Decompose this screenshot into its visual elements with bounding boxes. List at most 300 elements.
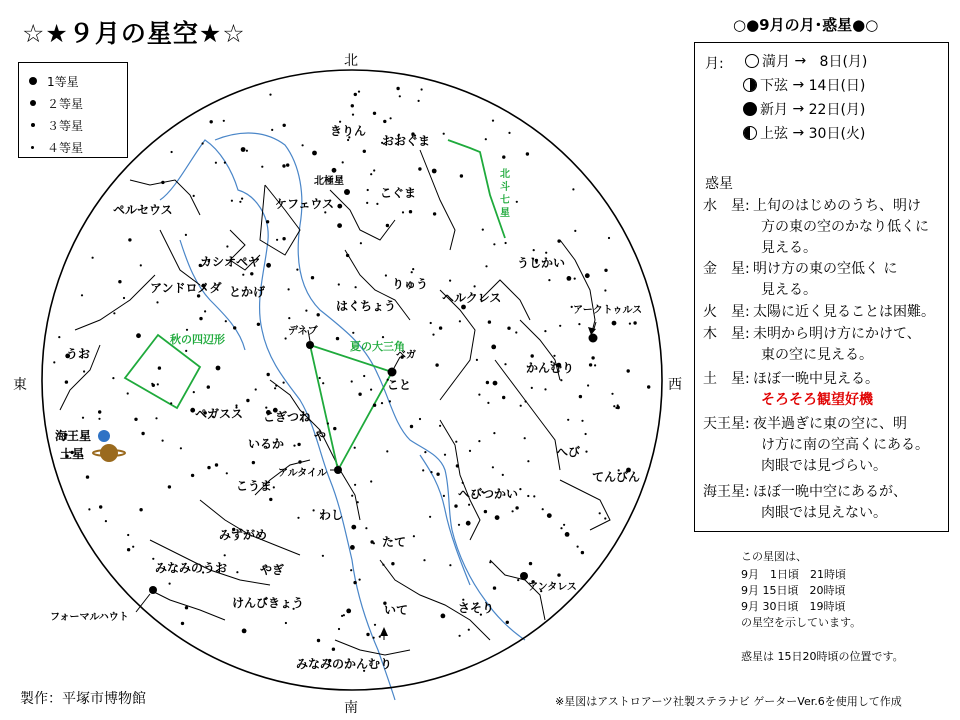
star <box>141 432 144 435</box>
star <box>594 364 596 366</box>
star <box>313 509 315 511</box>
planet-label: 海王星 <box>55 429 92 443</box>
moon-phase-name: 満月 <box>762 54 790 70</box>
star <box>585 451 587 453</box>
star <box>461 305 466 310</box>
star <box>493 243 495 245</box>
star <box>410 425 413 428</box>
star <box>604 289 606 291</box>
constellation-label: 夏の大三角 <box>350 340 405 353</box>
star <box>443 133 445 135</box>
star <box>390 117 392 119</box>
star <box>485 265 487 267</box>
legend-label: ２等星 <box>47 96 84 111</box>
constellation-label: ペルセウス <box>113 203 173 217</box>
constellation-label: ヘルクレス <box>442 291 502 305</box>
star <box>322 382 324 384</box>
star <box>158 366 161 369</box>
star <box>611 393 613 395</box>
constellation-label: や <box>314 429 327 443</box>
star <box>140 264 142 266</box>
star <box>337 223 342 228</box>
star <box>589 363 592 366</box>
star <box>506 621 509 624</box>
planet-desc: 東の空に見える。 <box>761 347 873 363</box>
star <box>423 559 425 561</box>
star <box>526 152 529 155</box>
star <box>485 138 487 140</box>
star <box>322 555 324 557</box>
note-line: 9月 30日頃 19時頃 <box>741 600 846 613</box>
planet-label: 土星 <box>60 447 85 461</box>
star <box>542 508 544 510</box>
star <box>559 325 561 327</box>
star <box>578 323 580 325</box>
star <box>346 254 349 257</box>
star-deneb <box>306 341 314 349</box>
star <box>127 392 129 394</box>
star <box>418 167 421 170</box>
star <box>489 561 491 563</box>
star <box>560 527 562 529</box>
planet-desc: 太陽に近く見ることは困難。 <box>753 304 935 320</box>
star <box>168 485 171 488</box>
star <box>242 274 244 276</box>
star-polaris <box>344 189 350 195</box>
star <box>233 326 236 329</box>
star <box>366 633 369 636</box>
star <box>186 329 188 331</box>
star <box>488 320 491 323</box>
moon-phase-row <box>743 75 865 95</box>
constellation-label: アンドロメダ <box>150 281 222 295</box>
star <box>82 417 84 419</box>
star <box>418 100 420 102</box>
star <box>531 387 533 389</box>
star <box>399 95 401 97</box>
star <box>293 445 295 447</box>
star <box>456 464 459 467</box>
star <box>127 534 129 536</box>
moon-phase-row <box>743 123 865 143</box>
star <box>429 516 431 518</box>
star <box>285 337 287 339</box>
star <box>53 361 55 363</box>
moon-phase-date: 8日(月) <box>819 54 868 70</box>
star <box>515 506 518 509</box>
star <box>520 405 522 407</box>
star <box>337 204 342 209</box>
star <box>269 94 271 96</box>
constellation-label: いるか <box>248 437 285 451</box>
star <box>216 366 221 371</box>
star <box>482 229 484 231</box>
star <box>567 276 572 281</box>
star <box>261 166 263 168</box>
constellation-label: さそり <box>458 601 495 615</box>
star <box>266 263 271 268</box>
star <box>156 301 158 303</box>
star <box>185 606 188 609</box>
constellation-label: わし <box>319 508 344 522</box>
star <box>98 418 100 420</box>
star <box>533 249 535 251</box>
planet-name: 木 星: <box>703 326 750 342</box>
star <box>579 395 582 398</box>
star <box>449 564 451 566</box>
star <box>365 527 367 529</box>
star <box>413 535 415 537</box>
star <box>275 385 277 387</box>
arrow: → <box>792 125 805 141</box>
star <box>487 402 489 404</box>
note-line: 9月 15日頃 20時頃 <box>741 584 846 597</box>
star <box>587 384 589 386</box>
planet-desc: け方に南の空高くにある。 <box>761 437 929 453</box>
big-dipper <box>448 140 505 238</box>
star <box>312 151 317 156</box>
star <box>439 326 442 329</box>
star <box>608 237 610 239</box>
constellation-label: うしかい <box>517 256 566 270</box>
star <box>459 320 461 322</box>
star <box>493 381 498 386</box>
star <box>257 323 260 326</box>
planet-desc: 明け方の東の空低く に <box>753 261 898 277</box>
star <box>169 583 171 585</box>
star <box>553 355 555 357</box>
star <box>560 379 562 381</box>
star <box>265 407 267 409</box>
star <box>391 562 394 565</box>
planet-name: 火 星: <box>703 304 750 320</box>
constellation-label: ベガ <box>396 350 416 361</box>
constellation-label: けんびきょう <box>232 596 305 610</box>
star <box>81 294 83 296</box>
star <box>296 269 298 271</box>
star <box>128 238 131 241</box>
star <box>161 181 164 184</box>
star <box>466 521 471 526</box>
planet-name: 天王星: <box>703 416 750 432</box>
planet-neptune <box>703 481 907 501</box>
star <box>376 203 378 205</box>
star <box>432 169 437 174</box>
constellation-label: デネブ <box>288 326 318 337</box>
star <box>373 404 376 407</box>
star <box>341 615 343 617</box>
moon-phase-row <box>743 99 865 119</box>
star <box>65 380 68 383</box>
star <box>170 402 172 404</box>
star <box>224 162 226 164</box>
star <box>363 150 366 153</box>
constellation-label: てんびん <box>592 470 641 484</box>
star <box>204 310 206 312</box>
star <box>585 273 590 278</box>
planet-desc: 夜半過ぎに東の空に、明 <box>753 416 907 432</box>
star <box>352 332 354 334</box>
star <box>98 410 101 413</box>
info-title: ○●9月の月･惑星●○ <box>733 16 879 34</box>
planet-name: 金 星: <box>703 261 750 277</box>
star <box>517 579 519 581</box>
constellation-label: ケフェウス <box>275 197 335 211</box>
star <box>454 504 457 507</box>
credit: 製作：平塚市博物館 <box>20 691 146 707</box>
star <box>486 381 489 384</box>
star <box>366 202 368 204</box>
constellation-label: こと <box>387 378 412 392</box>
planet-label: 惑星 <box>705 176 733 192</box>
big-dipper-label: 斗 <box>500 182 510 193</box>
star <box>193 195 195 197</box>
constellation-label: とかげ <box>229 285 266 299</box>
star <box>367 189 369 191</box>
star <box>127 548 130 551</box>
planet-desc: 方の東の空のかなり低くに <box>761 219 929 235</box>
star <box>112 377 114 379</box>
star <box>350 569 352 571</box>
arrow: → <box>792 77 805 93</box>
star <box>455 441 457 443</box>
constellation-label: みなみのうお <box>155 561 228 575</box>
star <box>252 461 255 464</box>
star <box>338 283 340 285</box>
star <box>134 418 137 421</box>
note-line: この星図は、 <box>741 550 807 563</box>
moon-phase-name: 新月 <box>760 102 788 118</box>
planet-name: 水 星: <box>703 198 750 214</box>
star <box>297 517 299 519</box>
constellation-label: やぎ <box>260 563 285 577</box>
star <box>202 142 204 144</box>
star <box>363 375 365 377</box>
star <box>469 450 471 452</box>
constellation-label: カシオペヤ <box>200 255 261 269</box>
star <box>88 508 90 510</box>
planet-uranus <box>703 413 907 433</box>
big-dipper-label: 北 <box>500 169 510 180</box>
star <box>224 554 226 556</box>
star <box>317 639 320 642</box>
star <box>302 144 304 146</box>
star <box>524 437 526 439</box>
info-panel <box>694 42 949 532</box>
star <box>432 334 434 336</box>
legend-label: ４等星 <box>47 140 84 155</box>
star-arcturus <box>589 334 598 343</box>
star <box>282 164 285 167</box>
star <box>460 174 463 177</box>
star <box>424 451 426 453</box>
star <box>502 396 505 399</box>
star <box>283 382 285 384</box>
big-dipper-label: 七 <box>500 195 510 206</box>
planet-saturn <box>703 368 879 388</box>
star <box>557 573 560 576</box>
star <box>269 498 272 501</box>
source-note: ※星図はアストロアーツ社製ステラナビ ゲーターVer.6を使用して作成 <box>555 695 902 708</box>
star <box>572 188 574 190</box>
star <box>113 312 115 314</box>
star <box>574 230 576 232</box>
star <box>226 245 228 247</box>
star <box>317 313 320 316</box>
star <box>215 463 218 466</box>
constellation-label: おおぐま <box>382 134 431 148</box>
star <box>332 168 337 173</box>
star <box>421 88 423 90</box>
full-moon-icon <box>745 54 759 68</box>
constellation-label: アンタレス <box>528 582 577 593</box>
star <box>439 425 441 427</box>
direction-west: 西 <box>668 377 682 393</box>
star <box>444 454 446 456</box>
star <box>354 447 356 449</box>
saturn-icon <box>93 444 125 462</box>
star <box>239 201 241 203</box>
star <box>351 495 353 497</box>
star <box>458 524 460 526</box>
star <box>346 609 351 614</box>
star <box>468 629 470 631</box>
star <box>241 198 243 200</box>
star <box>354 93 357 96</box>
star <box>435 363 438 366</box>
star <box>505 242 507 244</box>
star <box>547 513 552 518</box>
constellation-label: たて <box>382 535 407 549</box>
constellation-label: 秋の四辺形 <box>170 333 225 346</box>
star <box>352 114 354 116</box>
moon-phase-name: 下弦 <box>760 78 788 94</box>
star <box>333 427 336 430</box>
planet-desc: ほぼ一晩中空にあるが、 <box>753 484 907 500</box>
star <box>241 147 246 152</box>
constellation-label: ペガスス <box>195 407 244 421</box>
star <box>507 327 510 330</box>
star <box>374 624 376 626</box>
star <box>478 440 480 442</box>
moon-phase-name: 上弦 <box>760 126 788 142</box>
planet-desc: 肉眼では見えない。 <box>761 505 887 521</box>
star <box>185 350 187 352</box>
star <box>531 354 534 357</box>
star <box>92 257 94 259</box>
star <box>385 274 387 276</box>
planet-desc: 上旬のはじめのうち、明け <box>753 198 921 214</box>
legend-label: ３等星 <box>47 118 84 133</box>
planet-desc: 未明から明け方にかけて、 <box>753 326 921 342</box>
star-antares <box>520 572 528 580</box>
page-title: ☆★９月の星空★☆ <box>22 19 246 48</box>
planet-name: 海王星: <box>703 484 750 500</box>
star <box>493 432 495 434</box>
moon-phase-date: 14日(日) <box>808 78 866 94</box>
star <box>171 151 173 153</box>
star <box>193 391 195 393</box>
constellation-label: へびつかい <box>458 487 519 501</box>
star <box>459 635 461 637</box>
star <box>285 622 287 624</box>
star <box>504 363 506 365</box>
star <box>276 239 278 241</box>
star <box>519 488 521 490</box>
star <box>474 285 476 287</box>
star <box>508 132 510 134</box>
constellation-label: こぎつね <box>263 410 312 424</box>
star <box>207 466 210 469</box>
constellation-label: 北極星 <box>314 176 344 187</box>
star <box>495 515 500 520</box>
star <box>511 510 513 512</box>
star <box>139 508 142 511</box>
star <box>286 163 289 166</box>
star <box>613 405 615 407</box>
constellation-label: いて <box>384 603 409 617</box>
constellation-label: こうま <box>236 479 273 493</box>
star <box>581 551 584 554</box>
star <box>181 622 184 625</box>
star <box>185 234 187 236</box>
note-line: 9月 1日頃 21時頃 <box>741 568 846 581</box>
star <box>373 542 375 544</box>
star <box>274 387 276 389</box>
direction-east: 東 <box>13 377 27 393</box>
star-fomalhaut <box>149 586 157 594</box>
star <box>581 420 583 422</box>
star <box>155 417 157 419</box>
star <box>246 399 249 402</box>
constellation-label: アークトゥルス <box>573 305 643 316</box>
star <box>529 562 532 565</box>
star <box>162 440 164 442</box>
planet-mercury <box>703 195 921 215</box>
bright-stars <box>149 189 598 594</box>
star <box>267 373 270 376</box>
south-arrow-icon <box>380 627 388 636</box>
star <box>493 586 496 589</box>
star-vega <box>388 368 397 377</box>
constellation-label: りゅう <box>392 277 429 291</box>
star <box>151 383 153 385</box>
star <box>478 394 480 396</box>
star <box>492 466 494 468</box>
star <box>412 268 414 270</box>
star <box>271 129 273 131</box>
star <box>527 460 529 462</box>
star <box>351 380 353 382</box>
star <box>430 471 432 473</box>
star <box>604 517 606 519</box>
star <box>207 385 210 388</box>
star <box>565 532 570 537</box>
direction-south: 南 <box>344 700 358 716</box>
star <box>370 389 372 391</box>
star <box>422 469 424 471</box>
star <box>288 317 290 319</box>
star <box>591 356 594 359</box>
star <box>563 524 565 526</box>
star <box>288 288 290 290</box>
planet-desc: ほぼ一晩中見える。 <box>753 371 879 387</box>
star <box>266 220 269 223</box>
constellation-label: こぐま <box>380 186 417 200</box>
neptune-icon <box>98 430 110 442</box>
star <box>516 201 518 203</box>
star <box>436 473 439 476</box>
